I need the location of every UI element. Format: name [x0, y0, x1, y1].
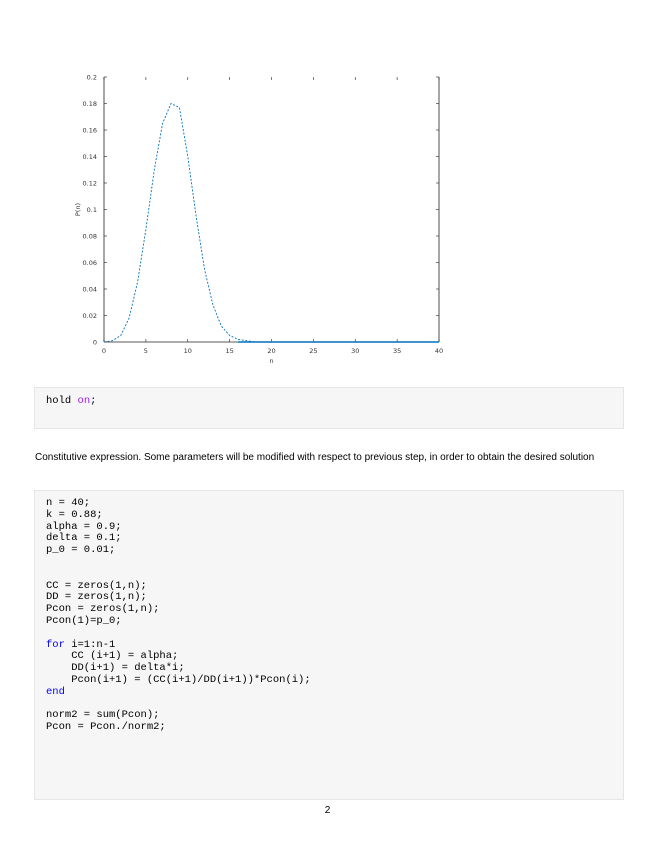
y-tick-label: 0.18: [82, 100, 97, 108]
x-tick-label: 20: [267, 347, 276, 355]
x-tick-label: 15: [225, 347, 234, 355]
code-block-2-line: Pcon = Pcon./norm2;: [46, 721, 166, 734]
code-block-2-line: [46, 557, 623, 569]
code-block-2-line: CC (i+1) = alpha;: [46, 650, 179, 663]
prose-paragraph: Constitutive expression. Some parameters will be modified with respect to previous step, in order to obtain the desired solution: [35, 452, 595, 463]
code-block-2-line: p_0 = 0.01;: [46, 544, 116, 557]
code-block-2-line: [46, 628, 623, 640]
y-tick-label: 0.12: [82, 179, 97, 188]
x-tick-label: 40: [434, 347, 444, 355]
x-tick-label: 10: [183, 347, 192, 355]
y-tick-label: 0.06: [82, 259, 97, 267]
code-block-2-line: Pcon = zeros(1,n);: [46, 603, 160, 616]
code-block-constitutive: [34, 490, 624, 800]
code-block-2-line: DD = zeros(1,n);: [46, 591, 147, 604]
x-tick-label: 5: [143, 347, 148, 355]
series-line-1: [104, 104, 439, 343]
code-block-2-line: alpha = 0.9;: [46, 520, 122, 533]
y-tick-label: 0.1: [86, 206, 97, 214]
x-tick-label: 25: [309, 347, 318, 355]
y-tick-label: 0.2: [86, 73, 97, 82]
x-tick-label: 30: [351, 347, 360, 355]
y-tick-label: 0.02: [82, 312, 97, 320]
code-block-1-line: hold on;: [46, 395, 97, 407]
code-block-2-line: norm2 = sum(Pcon);: [46, 709, 160, 722]
x-axis-label: n: [269, 357, 274, 365]
code-block-2-line: DD(i+1) = delta*i;: [46, 662, 185, 675]
code-block-2-line: k = 0.88;: [46, 508, 103, 521]
y-axis-label: P(n): [74, 202, 82, 217]
x-tick-label: 0: [101, 347, 107, 355]
y-tick-label: 0.16: [82, 126, 97, 135]
code-block-2-line: n = 40;: [46, 497, 91, 509]
y-tick-label: 0.04: [82, 285, 97, 294]
distribution-plot: [0, 0, 655, 380]
code-block-2-line: Pcon(i+1) = (CC(i+1)/DD(i+1))*Pcon(i);: [46, 673, 311, 686]
code-block-hold-on: [34, 387, 624, 429]
code-block-2-line: delta = 0.1;: [46, 532, 122, 545]
code-block-2-line: Pcon(1)=p_0;: [46, 614, 122, 627]
code-block-2-line: CC = zeros(1,n);: [46, 579, 147, 592]
y-tick-label: 0: [92, 338, 97, 347]
code-block-2-line: end: [46, 685, 65, 698]
code-block-2-line: for i=1:n-1: [46, 638, 116, 651]
x-tick-label: 35: [392, 347, 402, 355]
y-tick-label: 0.08: [82, 232, 97, 241]
y-tick-label: 0.14: [82, 153, 97, 161]
page-number: 2: [324, 805, 331, 816]
